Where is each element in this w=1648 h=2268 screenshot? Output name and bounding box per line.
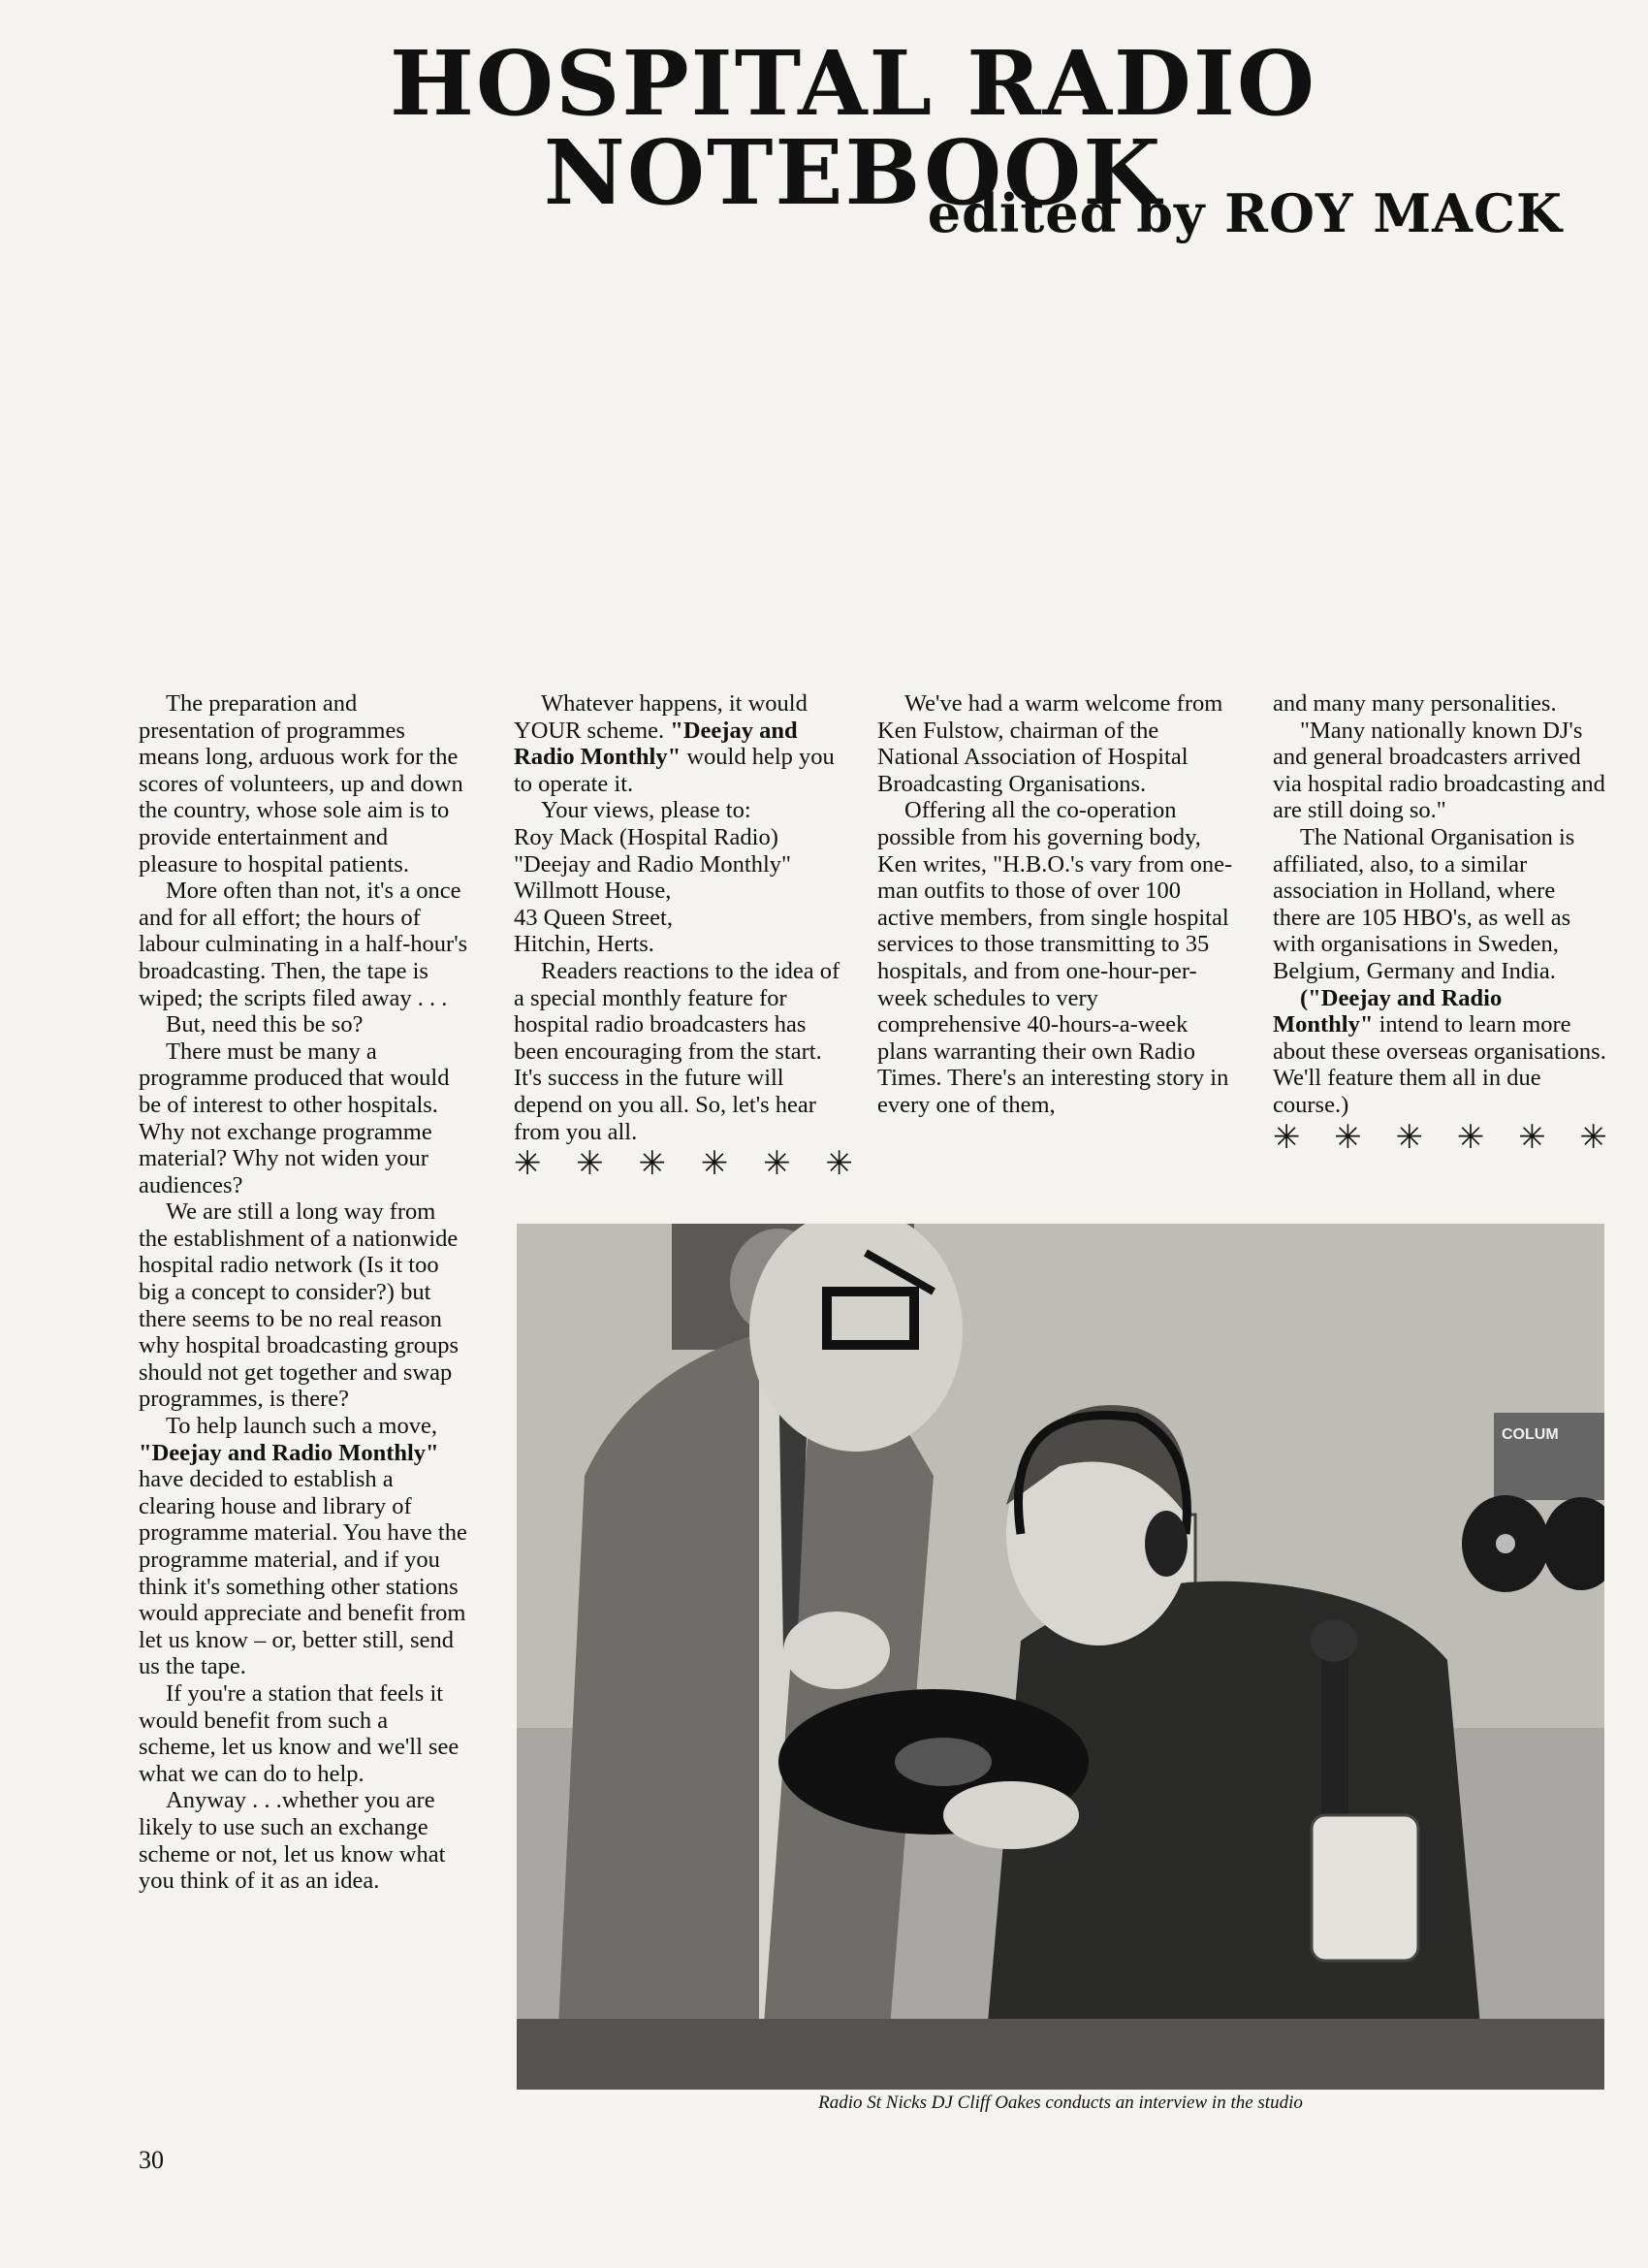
text-run: To help launch such a move, <box>166 1413 437 1440</box>
article-column-3 <box>877 690 1241 1119</box>
section-divider <box>514 1144 853 1184</box>
paragraph: There must be many a programme produced that would be of interest to other hospitals. Why not exchange programme material? Why not widen your audiences? <box>139 1038 450 1198</box>
article-column-1 <box>139 690 470 1895</box>
paragraph: If you're a station that feels it would benefit from such a scheme, let us know and we'll see what we can do to help. <box>139 1679 460 1787</box>
paragraph: Readers reactions to the idea of a special monthly feature for hospital radio broadcasters has been encouraging from the start. It's success in the future will depend on you all. So, let's hear from you all. <box>514 957 840 1145</box>
address-line: Willmott House, <box>514 878 672 905</box>
address-line: Hitchin, Herts. <box>514 931 654 958</box>
paragraph <box>139 1413 470 1680</box>
text-run: Whatever happens, it would YOUR scheme. <box>514 690 808 744</box>
paragraph: Offering all the co-operation possible from his governing body, Ken writes, "H.B.O.'s vary from one-man outfits to those of over 100 active members, from single hospital services to those transmitting to 35 hospitals, and from one-hour-per-week schedules to very comprehensive 40-hours-a-week plans warranting their own Radio Times. There's an interesting story in every one of them, <box>877 797 1233 1118</box>
studio-photo-illustration <box>517 1224 1604 2090</box>
paragraph: More often than not, it's a once and for all effort; the hours of labour culminating in a half-hour's broadcasting. Then, the tape is wiped; the scripts filed away . . . <box>139 878 468 1011</box>
paragraph: We've had a warm welcome from Ken Fulstow, chairman of the National Association of Hospital Broadcasting Organisations. <box>877 690 1223 797</box>
address-line: "Deejay and Radio Monthly" <box>514 850 792 878</box>
asterisk-icon: ✳ <box>1579 1117 1607 1157</box>
byline: edited by ROY MACK <box>927 182 1563 244</box>
asterisk-icon: ✳ <box>825 1144 853 1184</box>
asterisk-icon: ✳ <box>1456 1117 1485 1157</box>
text-run: would help you to operate it. <box>514 744 835 797</box>
paragraph: "Many nationally known DJ's and general broadcasters arrived via hospital radio broadcasting and are still doing so." <box>1273 717 1605 824</box>
asterisk-icon: ✳ <box>1518 1117 1546 1157</box>
paragraph <box>514 690 853 797</box>
section-divider <box>1273 1117 1607 1157</box>
asterisk-icon: ✳ <box>1334 1117 1362 1157</box>
asterisk-icon: ✳ <box>763 1144 791 1184</box>
page-title: HOSPITAL RADIO NOTEBOOK <box>389 31 1317 225</box>
paragraph: Your views, please to: <box>541 797 751 824</box>
asterisk-icon: ✳ <box>576 1144 604 1184</box>
magazine-name: "Deejay and Radio Monthly" <box>139 1439 439 1466</box>
magazine-name: ("Deejay and Radio Monthly" <box>1273 984 1503 1038</box>
paragraph: The preparation and presentation of programmes means long, arduous work for the scores of volunteers, up and down the country, whose sole aim is to provide entertainment and pleasure to hospital patients. <box>139 690 463 878</box>
asterisk-icon: ✳ <box>514 1144 542 1184</box>
paragraph <box>1273 985 1607 1119</box>
address-line: 43 Queen Street, <box>514 904 673 931</box>
text-run: have decided to establish a clearing house and library of programme material. You have the programme material, and if you think it's something other stations would appreciate and benefit from let us know – or, better still, send us the tape. <box>139 1466 467 1680</box>
paragraph: Anyway . . .whether you are likely to use such an exchange scheme or not, let us know what you think of it as an idea. <box>139 1787 446 1895</box>
photo-caption: Radio St Nicks DJ Cliff Oakes conducts an interview in the studio <box>818 2092 1303 2113</box>
article-column-2 <box>514 690 853 1184</box>
paragraph: We are still a long way from the establishment of a nationwide hospital radio network (Is it too big a concept to consider?) but there seems to be no real reason why hospital broadcasting groups should not get together and swap programmes, is there? <box>139 1198 460 1413</box>
article-column-4 <box>1273 690 1607 1157</box>
sleeve-label: COLUM <box>1502 1426 1559 1443</box>
page-number: 30 <box>139 2146 164 2174</box>
asterisk-icon: ✳ <box>700 1144 729 1184</box>
studio-photo <box>517 1224 1604 2090</box>
paragraph: But, need this be so? <box>166 1011 364 1038</box>
paragraph: and many many personalities. <box>1273 690 1557 717</box>
jar <box>1312 1815 1418 1961</box>
asterisk-icon: ✳ <box>1395 1117 1424 1157</box>
magazine-name: "Deejay and Radio Monthly" <box>514 717 798 771</box>
asterisk-icon: ✳ <box>1273 1117 1301 1157</box>
paragraph: The National Organisation is affiliated, also, to a similar association in Holland, where there are 105 HBO's, as well as with organisations in Sweden, Belgium, Germany and India. <box>1273 823 1575 984</box>
text-run: intend to learn more about these overseas organisations. We'll feature them all in due course.) <box>1273 1011 1606 1118</box>
address-line: Roy Mack (Hospital Radio) <box>514 823 778 850</box>
asterisk-icon: ✳ <box>638 1144 667 1184</box>
